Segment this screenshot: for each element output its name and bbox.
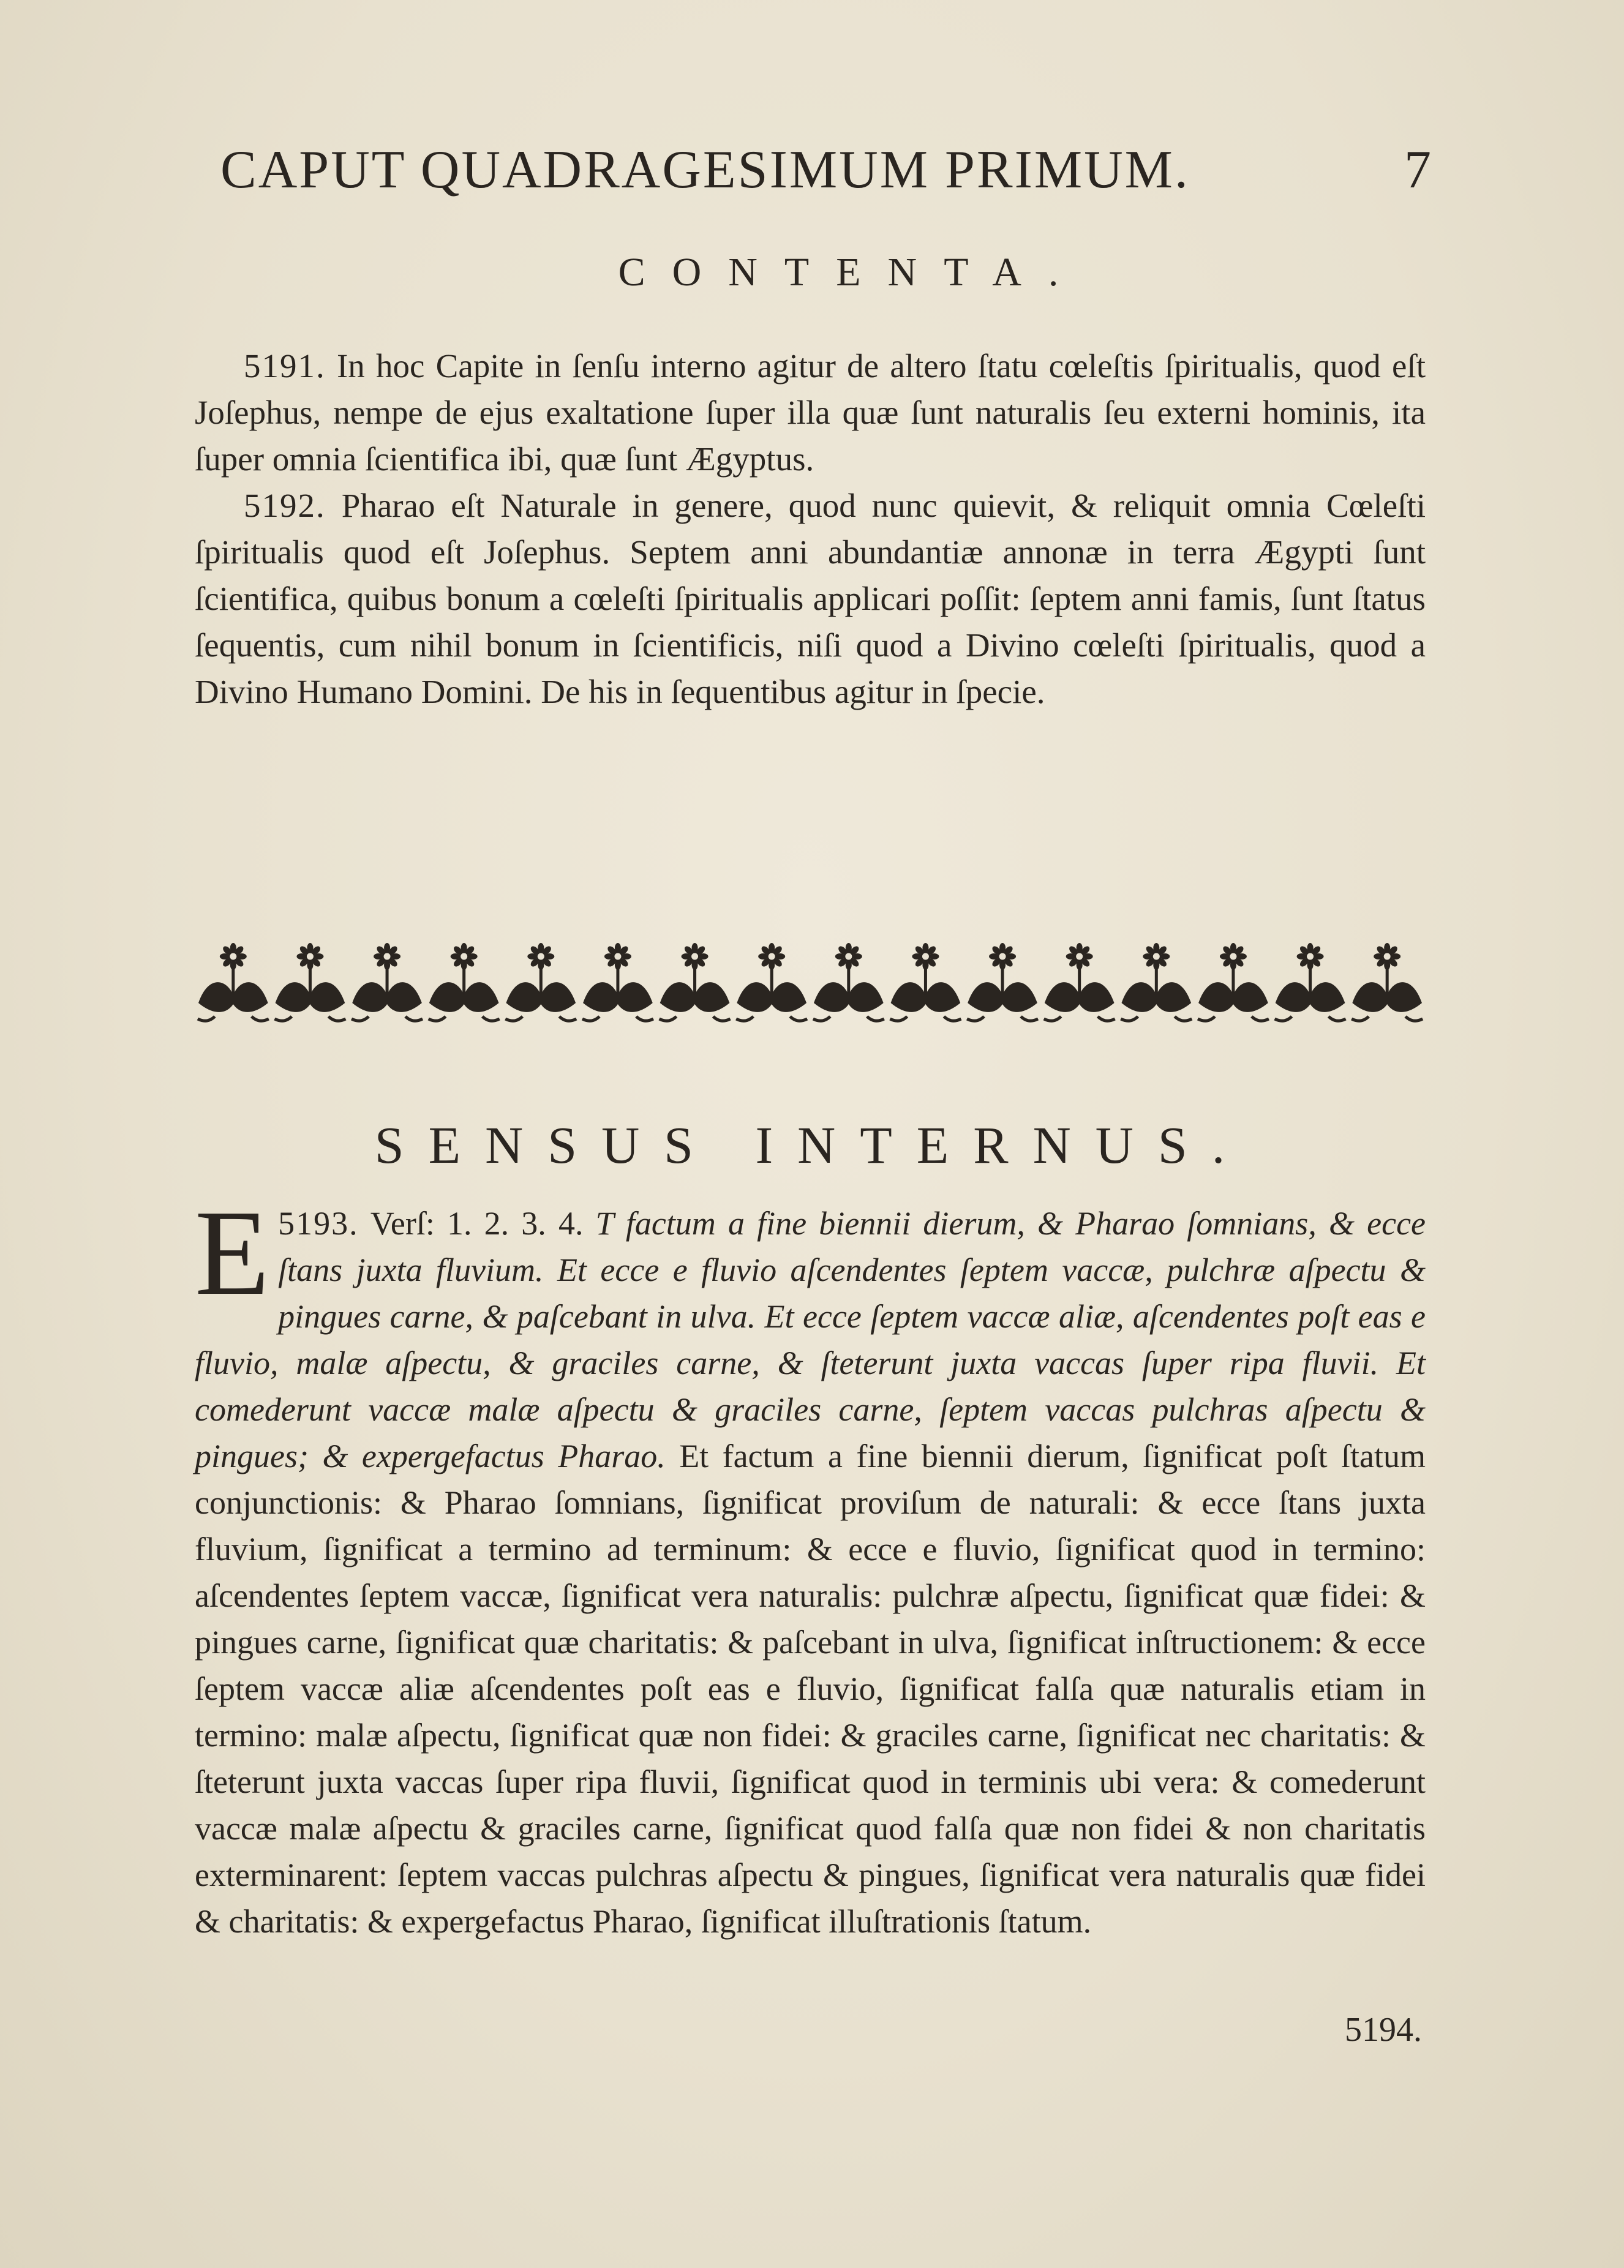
floral-headpiece-ornament <box>195 931 1426 1029</box>
ornament-flower-icon <box>274 943 345 1021</box>
verse-reference: Verſ: 1. 2. 3. 4. <box>370 1205 584 1242</box>
ornament-flower-icon <box>198 943 269 1021</box>
page-number: 7 <box>1404 140 1433 200</box>
ornament-flower-icon <box>582 943 653 1021</box>
ornament-flower-icon <box>1275 943 1346 1021</box>
paragraph-number: 5192. <box>244 487 326 524</box>
paragraph-number: 5191. <box>244 347 326 385</box>
ornament-flower-icon <box>1198 943 1269 1021</box>
ornament-flower-icon <box>736 943 807 1021</box>
ornament-flower-icon <box>505 943 576 1021</box>
ornament-flower-icon <box>351 943 423 1021</box>
contents-paragraph <box>195 483 1426 715</box>
ornament-flower-icon <box>1121 943 1192 1021</box>
contents-body <box>195 343 1426 715</box>
drop-cap: E <box>195 1185 270 1321</box>
verse-commentary-text: Et factum a fine biennii dierum, ſignificat poſt ſtatum conjunctionis: & Pharao ſomnians, ſignificat proviſum de naturali: & ecce ſtans juxta fluvium, ſignificat a termino ad terminum: & ecce e fluvio, ſignificat quod in termino: aſcendentes ſeptem vaccæ, ſignificat vera naturalis: pulchræ aſpectu, ſignificat quæ fidei: & pingues carne, ſignificat quæ charitatis: & paſcebant in ulva, ſignificat inſtructionem: & ecce ſeptem vaccæ aliæ aſcendentes poſt eas e fluvio, ſignificat falſa quæ naturalis etiam in termino: malæ aſpectu, ſignificat quæ non fidei: & graciles carne, ſignificat nec charitatis: & ſteterunt juxta vaccas ſuper ripa fluvii, ſignificat quod in terminis ubi vera: & comederunt vaccæ malæ aſpectu & graciles carne, ſignificat quod falſa quæ non fidei & non charitatis exterminarent: ſeptem vaccas pulchras aſpectu & pingues, ſignificat vera naturalis quæ fidei & charitatis: & expergefactus Pharao, ſignificat illuſtrationis ſtatum. <box>195 1438 1426 1940</box>
running-head <box>220 133 1433 207</box>
ornament-graphic <box>195 931 1426 1029</box>
ornament-flower-icon <box>813 943 884 1021</box>
ornament-flower-icon <box>890 943 961 1021</box>
catchword: 5194. <box>1345 2011 1422 2049</box>
ornament-flower-icon <box>967 943 1038 1021</box>
contents-heading: CONTENTA. <box>618 250 1086 295</box>
paragraph-text: In hoc Capite in ſenſu interno agitur de altero ſtatu cœleſtis ſpiritualis, quod eſt Joſephus, nempe de ejus exaltatione ſuper illa quæ ſunt naturalis ſeu externi hominis, ita ſuper omnia ſcientifica ibi, quæ ſunt Ægyptus. <box>195 347 1426 478</box>
ornament-flower-icon <box>1044 943 1115 1021</box>
running-head-title: CAPUT QUADRAGESIMUM PRIMUM. <box>220 140 1190 200</box>
paragraph-text: Pharao eſt Naturale in genere, quod nunc quievit, & reliquit omnia Cœleſti ſpiritualis quod eſt Joſephus. Septem anni abundantiæ annonæ in terra Ægypti ſunt ſcientifica, quibus bonum a cœleſti ſpiritualis applicari poſſit: ſeptem anni famis, ſunt ſtatus ſequentis, cum nihil bonum in ſcientificis, niſi quod a Divino cœleſti ſpiritualis, quod a Divino Humano Domini. De his in ſequentibus agitur in ſpecie. <box>195 487 1426 710</box>
verse-italic-text: T factum a fine biennii dierum, & Pharao ſomnians, & ecce ſtans juxta fluvium. Et ecce e fluvio aſcendentes ſeptem vaccæ, pulchræ aſpectu & pingues carne, & paſcebant in ulva. Et ecce ſeptem vaccæ aliæ, aſcendentes poſt eas e fluvio, malæ aſpectu, & graciles carne, & ſteterunt juxta vaccas ſuper ripa fluvii. Et comederunt vaccæ malæ aſpectu & graciles carne, ſeptem vaccas pulchras aſpectu & pingues; & expergefactus Pharao. <box>195 1205 1426 1474</box>
verse-body <box>195 1185 1426 1945</box>
ornament-flower-icon <box>660 943 731 1021</box>
ornament-flower-icon <box>1351 943 1423 1021</box>
sensus-heading: SENSUS INTERNUS. <box>374 1116 1250 1174</box>
verse-number: 5193. <box>278 1205 359 1242</box>
ornament-flower-icon <box>429 943 500 1021</box>
contents-paragraph <box>195 343 1426 483</box>
